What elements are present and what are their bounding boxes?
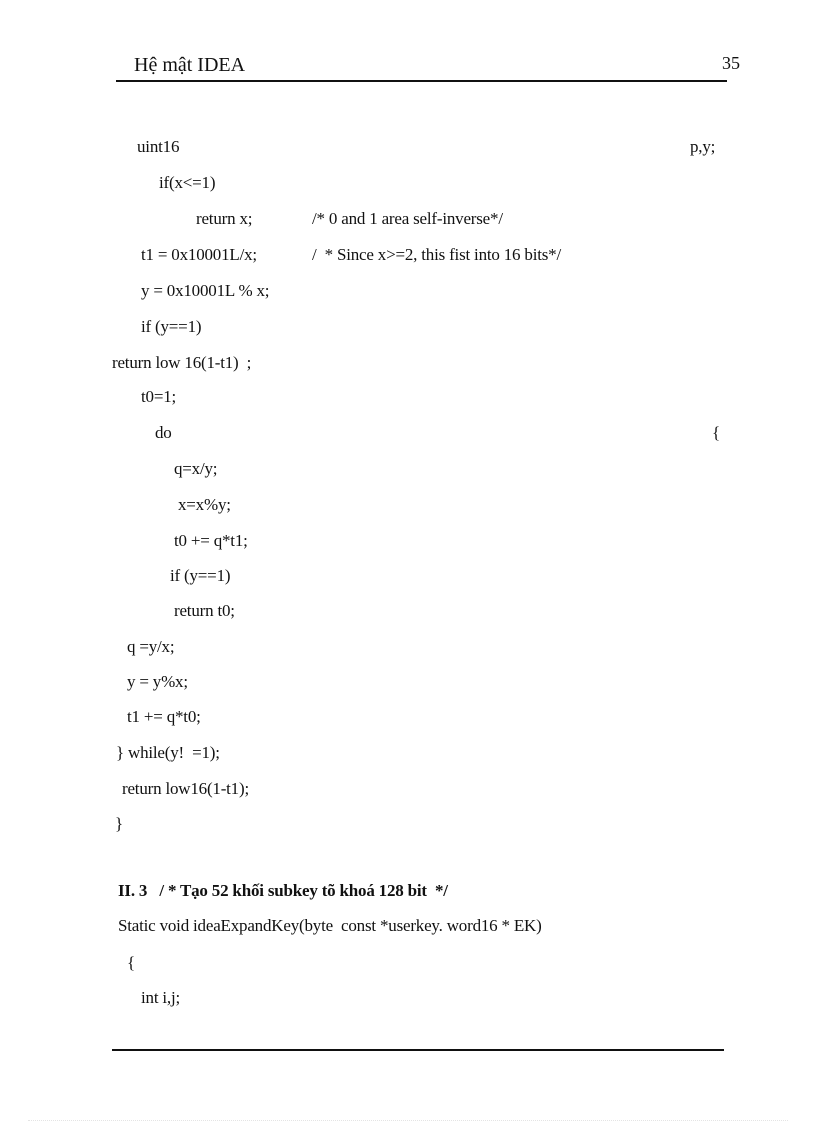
code-line: uint16 <box>137 137 180 156</box>
code-line: return t0; <box>174 601 235 620</box>
code-line: t0=1; <box>141 387 177 406</box>
code-line: } while(y! =1); <box>116 743 220 762</box>
function-signature: Static void ideaExpandKey(byte const *userkey. word16 * EK) <box>118 916 542 935</box>
code-line-right: { <box>712 423 720 442</box>
code-line: } <box>115 814 123 833</box>
code-line: return x; <box>196 209 253 228</box>
code-line: return low16(1-t1); <box>122 779 249 798</box>
code-line: return low 16(1-t1) ; <box>112 353 252 372</box>
code-line: q =y/x; <box>127 637 175 656</box>
code-line: x=x%y; <box>178 495 231 514</box>
page-number: 35 <box>722 53 740 73</box>
code-line: t1 += q*t0; <box>127 707 201 726</box>
code-line: do <box>155 423 172 442</box>
code-line: if (y==1) <box>170 566 231 585</box>
code-line: int i,j; <box>141 988 181 1007</box>
code-line-right: p,y; <box>690 137 716 156</box>
footer-rule <box>112 1049 724 1051</box>
section-heading: II. 3 / * Tạo 52 khối subkey tõ khoá 128 bit */ <box>118 881 448 900</box>
page-edge-dots <box>28 1120 788 1121</box>
page-header-title: Hệ mật IDEA <box>134 54 246 76</box>
code-line: t0 += q*t1; <box>174 531 248 550</box>
code-line: y = 0x10001L % x; <box>141 281 270 300</box>
code-line: y = y%x; <box>127 672 188 691</box>
code-comment: /* 0 and 1 area self-inverse*/ <box>312 209 503 228</box>
header-rule <box>116 80 727 82</box>
code-line: q=x/y; <box>174 459 218 478</box>
code-line: t1 = 0x10001L/x; <box>141 245 257 264</box>
code-line: { <box>127 953 135 972</box>
code-comment: / * Since x>=2, this fist into 16 bits*/ <box>312 245 561 264</box>
code-line: if (y==1) <box>141 317 202 336</box>
code-line: if(x<=1) <box>159 173 216 192</box>
